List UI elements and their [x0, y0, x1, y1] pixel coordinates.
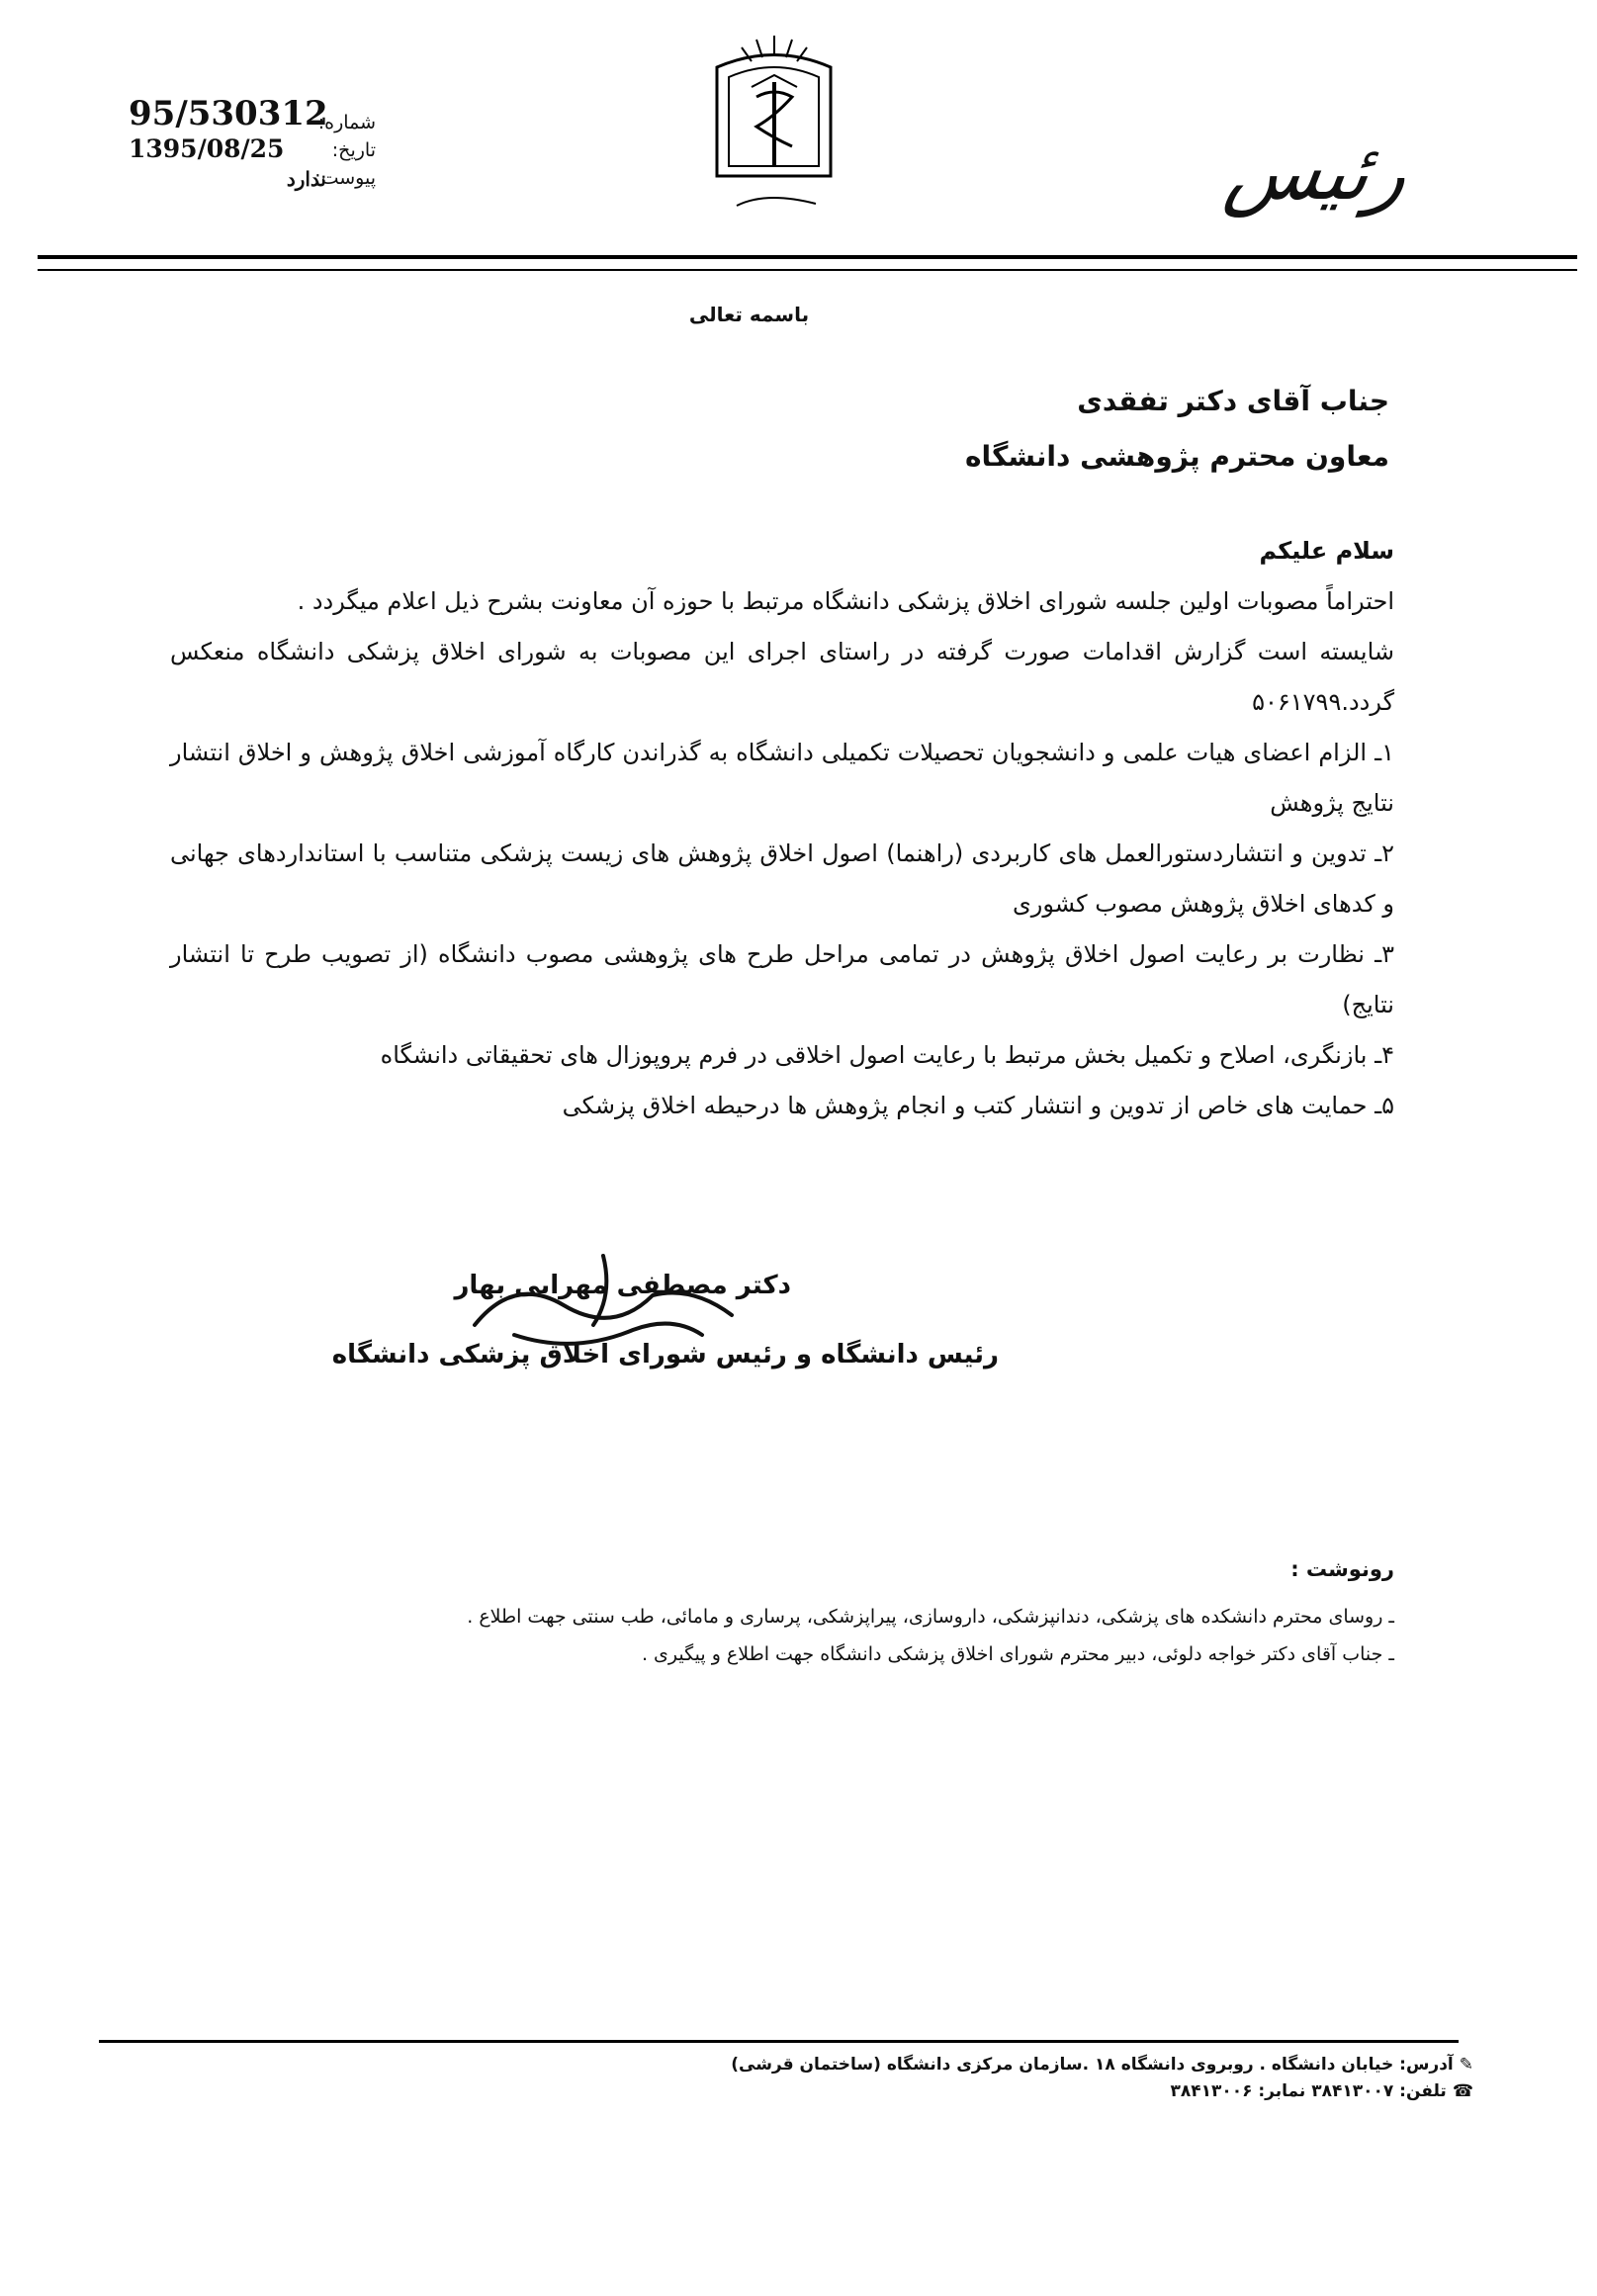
- footer-phone: تلفن: ۳۸۴۱۳۰۰۷ نمابر: ۳۸۴۱۳۰۰۶: [1170, 2081, 1447, 2101]
- footer-address-line: [494, 2052, 1473, 2078]
- resolution-item: ۴ـ بازنگری، اصلاح و تکمیل بخش مرتبط با رعایت اصول اخلاقی در فرم پروپوزال های تحقیقاتی دانشگاه: [380, 1041, 1394, 1069]
- resolution-item: ۵ـ حمایت های خاص از تدوین و انتشار کتب و انجام پژوهش ها درحیطه اخلاق پزشکی: [562, 1092, 1394, 1119]
- addressee-line-2: معاون محترم پژوهشی دانشگاه: [965, 440, 1389, 473]
- letter-meta-labels: [297, 109, 376, 192]
- request-paragraph: شایسته است گزارش اقدامات صورت گرفته در راستای اجرای این مصوبات به شورای اخلاق پزشکی دانشگاه منعکس گردد.۵۰۶۱۷۹۹: [170, 638, 1394, 716]
- university-emblem-icon: [697, 28, 850, 225]
- letter-attachment: ندارد: [286, 167, 326, 191]
- cc-title: رونوشت :: [1290, 1557, 1394, 1581]
- footer-phone-line: [494, 2078, 1473, 2105]
- number-label: شماره:: [317, 112, 376, 133]
- date-label: تاریخ:: [331, 139, 376, 161]
- signature-block: [326, 1251, 999, 1389]
- pen-icon: ✎: [1459, 2055, 1473, 2075]
- cc-item: ـ روسای محترم دانشکده های پزشکی، دندانپزشکی، داروسازی، پیراپزشکی، پرساری و مامائی، طب سنتی جهت اطلاع .: [467, 1606, 1394, 1628]
- letter-number: 95/530312: [129, 94, 328, 133]
- footer-address: آدرس: خیابان دانشگاه . روبروی دانشگاه ۱۸ .سازمان مرکزی دانشگاه (ساختمان قرشی): [731, 2055, 1454, 2075]
- signer-name: دکتر مصطفی مهرابی بهار: [454, 1271, 791, 1300]
- header-divider: [38, 255, 1577, 271]
- letter-body: [170, 526, 1394, 1131]
- addressee: [965, 374, 1389, 485]
- resolution-item: ۳ـ نظارت بر رعایت اصول اخلاق پژوهش در تمامی مراحل طرح های پژوهشی مصوب دانشگاه (از تصویب طرح تا انتشار نتایج): [170, 940, 1394, 1018]
- footer: [494, 2052, 1473, 2105]
- addressee-line-1: جناب آقای دکتر تفقدی: [1077, 385, 1389, 417]
- resolution-item: ۲ـ تدوین و انتشاردستورالعمل های کاربردی (راهنما) اصول اخلاق پژوهش های زیست پزشکی متناسب با استانداردهای جهانی و کدهای اخلاق پژوهش مصوب کشوری: [170, 839, 1394, 918]
- carbon-copy: [396, 1550, 1394, 1673]
- basmala: باسمه تعالی: [688, 303, 810, 326]
- phone-icon: ☎: [1452, 2081, 1473, 2101]
- resolution-item: ۱ـ الزام اعضای هیات علمی و دانشجویان تحصیلات تکمیلی دانشگاه به گذراندن کارگاه آموزشی اخلاق پژوهش و اخلاق انتشار نتایج پژوهش: [170, 739, 1394, 817]
- footer-divider: [99, 2040, 1459, 2043]
- intro-paragraph: احتراماً مصوبات اولین جلسه شورای اخلاق پزشکی دانشگاه مرتبط با حوزه آن معاونت بشرح ذیل اعلام میگردد .: [297, 587, 1394, 615]
- greeting: سلام علیکم: [1259, 537, 1394, 565]
- calligraphy-title: رئیس: [1219, 129, 1413, 218]
- letter-date: 1395/08/25: [129, 134, 285, 163]
- attachment-label: پیوست:: [314, 167, 376, 189]
- signer-title: رئیس دانشگاه و رئیس شورای اخلاق پزشکی دانشگاه: [331, 1340, 999, 1369]
- cc-item: ـ جناب آقای دکتر خواجه دلوئی، دبیر محترم شورای اخلاق پزشکی دانشگاه جهت اطلاع و پیگیری .: [641, 1643, 1394, 1665]
